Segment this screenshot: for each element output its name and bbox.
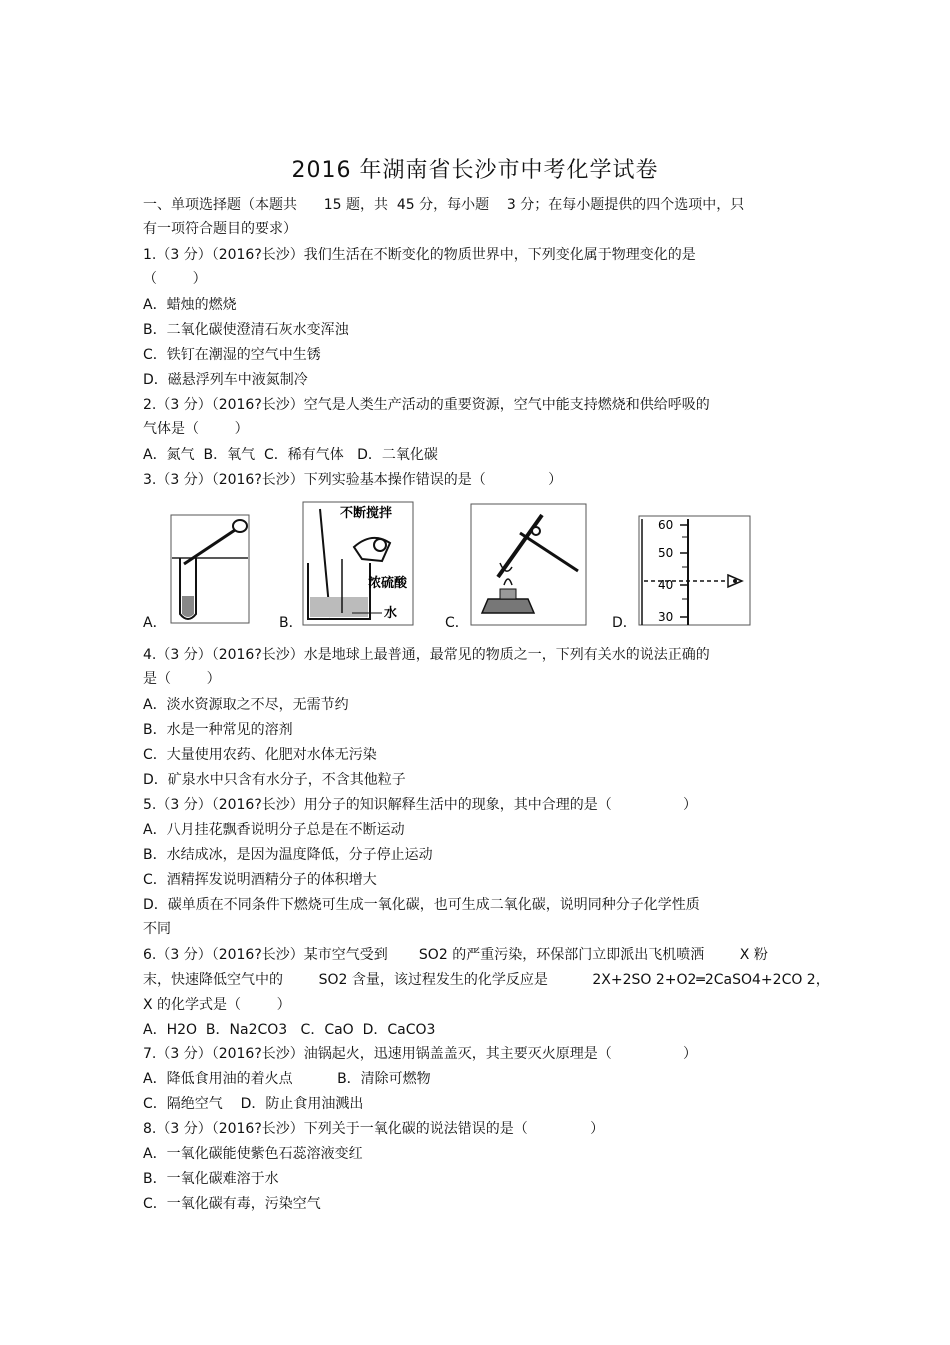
figure-b-label: B． xyxy=(279,615,303,631)
q8-option-b: B．一氧化碳难溶于水 xyxy=(143,1171,279,1187)
figure-d-cylinder xyxy=(638,515,752,627)
q8-option-a: A．一氧化碳能使紫色石蕊溶液变红 xyxy=(143,1146,363,1162)
figure-d-tick-40: 40 xyxy=(658,578,674,592)
q2-stem-line-1: 2.（3 分）（2016?长沙）空气是人类生产活动的重要资源，空气中能支持燃烧和供给呼吸的 xyxy=(143,397,710,413)
q2-options: A．氮气 B．氧气 C．稀有气体 D．二氧化碳 xyxy=(143,447,438,463)
figure-b-acid-label: 浓硫酸 xyxy=(368,576,408,591)
q5-option-b: B．水结成冰，是因为温度降低，分子停止运动 xyxy=(143,847,433,863)
q5-option-d-line-2: 不同 xyxy=(143,921,171,937)
q7-options-ab: A．降低食用油的着火点 B．清除可燃物 xyxy=(143,1071,431,1087)
q1-stem-line-2: （ ） xyxy=(143,271,207,287)
figure-b-dilution xyxy=(302,501,414,627)
figure-d-tick-60: 60 xyxy=(658,518,674,532)
q4-option-b: B．水是一种常见的溶剂 xyxy=(143,722,293,738)
figure-c-heating xyxy=(470,503,588,627)
figure-b-stir-label: 不断搅拌 xyxy=(340,506,393,521)
q4-option-d: D．矿泉水中只含有水分子，不含其他粒子 xyxy=(143,772,406,788)
q5-option-a: A．八月挂花飘香说明分子总是在不断运动 xyxy=(143,822,405,838)
page-title: 2016 年湖南省长沙市中考化学试卷 xyxy=(291,158,659,183)
q1-option-a: A．蜡烛的燃烧 xyxy=(143,297,237,313)
q7-stem: 7.（3 分）（2016?长沙）油锅起火，迅速用锅盖盖灭，其主要灭火原理是（ ） xyxy=(143,1046,697,1062)
figure-d-tick-50: 50 xyxy=(658,546,674,560)
q3-stem: 3.（3 分）（2016?长沙）下列实验基本操作错误的是（ ） xyxy=(143,472,563,488)
q6-stem-line-1: 6.（3 分）（2016?长沙）某市空气受到 SO2 的严重污染，环保部门立即派出飞机喷洒 X 粉 xyxy=(143,947,768,963)
q6-options: A．H2O B．Na2CO3 C．CaO D．CaCO3 xyxy=(143,1022,436,1038)
q4-option-a: A．淡水资源取之不尽，无需节约 xyxy=(143,697,349,713)
q8-option-c: C．一氧化碳有毒，污染空气 xyxy=(143,1196,321,1212)
section-instruction-line-1: 一、单项选择题（本题共 15 题，共 45 分，每小题 3 分；在每小题提供的四个选项中，只 xyxy=(143,197,745,213)
figure-d-tick-30: 30 xyxy=(658,610,674,624)
figure-b-water-label: 水 xyxy=(384,606,398,621)
figure-a-dropper xyxy=(170,514,252,626)
q5-option-c: C．酒精挥发说明酒精分子的体积增大 xyxy=(143,872,377,888)
q4-option-c: C．大量使用农药、化肥对水体无污染 xyxy=(143,747,377,763)
q1-stem-line-1: 1.（3 分）（2016?长沙）我们生活在不断变化的物质世界中，下列变化属于物理变化的是 xyxy=(143,247,696,263)
figure-a-label: A． xyxy=(143,615,167,631)
figure-d-label: D． xyxy=(612,615,637,631)
q6-stem-line-3: X 的化学式是（ ） xyxy=(143,997,291,1013)
figure-c-label: C． xyxy=(445,615,469,631)
q5-stem: 5.（3 分）（2016?长沙）用分子的知识解释生活中的现象，其中合理的是（ ） xyxy=(143,797,697,813)
q1-option-b: B．二氧化碳使澄清石灰水变浑浊 xyxy=(143,322,349,338)
q7-options-cd: C．隔绝空气 D．防止食用油溅出 xyxy=(143,1096,364,1112)
q1-option-c: C．铁钉在潮湿的空气中生锈 xyxy=(143,347,321,363)
q6-stem-line-2: 末，快速降低空气中的 SO2 含量，该过程发生的化学反应是 2X+2SO 2+O2═2CaSO4+2CO 2， xyxy=(143,972,830,988)
q1-option-d: D．磁悬浮列车中液氮制冷 xyxy=(143,372,308,388)
q8-stem: 8.（3 分）（2016?长沙）下列关于一氧化碳的说法错误的是（ ） xyxy=(143,1121,605,1137)
section-instruction-line-2: 有一项符合题目的要求） xyxy=(143,221,297,237)
q2-stem-line-2: 气体是（ ） xyxy=(143,421,249,437)
q4-stem-line-2: 是（ ） xyxy=(143,671,221,687)
q5-option-d-line-1: D．碳单质在不同条件下燃烧可生成一氧化碳，也可生成二氧化碳，说明同种分子化学性质 xyxy=(143,897,700,913)
q4-stem-line-1: 4.（3 分）（2016?长沙）水是地球上最普通，最常见的物质之一，下列有关水的说法正确的 xyxy=(143,647,710,663)
